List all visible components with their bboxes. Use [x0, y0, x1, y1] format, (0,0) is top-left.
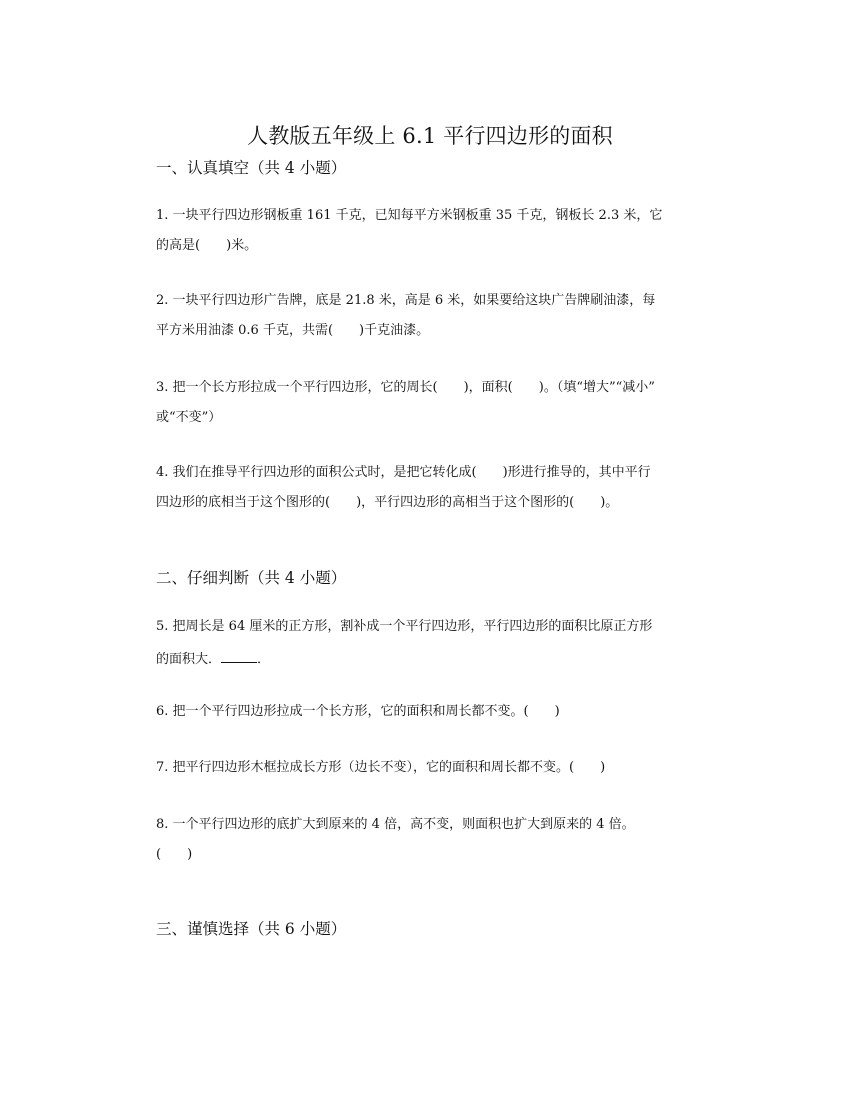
question-3-line-1: 3. 把一个长方形拉成一个平行四边形，它的周长( )，面积( )。（填“增大”“减小”: [156, 380, 655, 395]
question-4-line-2: 四边形的底相当于这个图形的( )，平行四边形的高相当于这个图形的( )。: [156, 495, 619, 510]
section-heading-choice: 三、谨慎选择（共 6 小题）: [156, 920, 347, 938]
question-5-text: 的面积大．: [156, 652, 222, 667]
question-2-line-2: 平方米用油漆 0.6 千克，共需( )千克油漆。: [156, 323, 430, 338]
question-7-line-1: 7. 把平行四边形木框拉成长方形（边长不变），它的面积和周长都不变。( ): [156, 760, 606, 775]
question-1-line-1: 1. 一块平行四边形钢板重 161 千克，已知每平方米钢板重 35 千克，钢板长 2.3 米，它: [156, 208, 663, 223]
question-5-line-1: 5. 把周长是 64 厘米的正方形，割补成一个平行四边形，平行四边形的面积比原正方形: [156, 619, 653, 634]
question-8-line-2: ( ): [156, 847, 193, 862]
question-5-end-mark: ．: [257, 652, 271, 667]
section-heading-judgement: 二、仔细判断（共 4 小题）: [156, 569, 347, 587]
page-title: 人教版五年级上 6.1 平行四边形的面积: [247, 124, 613, 148]
section-heading-fill-in: 一、认真填空（共 4 小题）: [156, 159, 347, 177]
question-5-line-2: [156, 648, 270, 669]
question-8-line-1: 8. 一个平行四边形的底扩大到原来的 4 倍，高不变，则面积也扩大到原来的 4 倍。: [156, 817, 635, 832]
question-1-line-2: 的高是( )米。: [156, 238, 258, 253]
question-6-line-1: 6. 把一个平行四边形拉成一个长方形，它的面积和周长都不变。( ): [156, 704, 560, 719]
question-3-line-2: 或“不变”）: [156, 410, 222, 425]
question-4-line-1: 4. 我们在推导平行四边形的面积公式时，是把它转化成( )形进行推导的，其中平行: [156, 465, 651, 480]
answer-blank[interactable]: [221, 648, 257, 663]
question-2-line-1: 2. 一块平行四边形广告牌，底是 21.8 米，高是 6 米，如果要给这块广告牌刷油漆，每: [156, 293, 656, 308]
